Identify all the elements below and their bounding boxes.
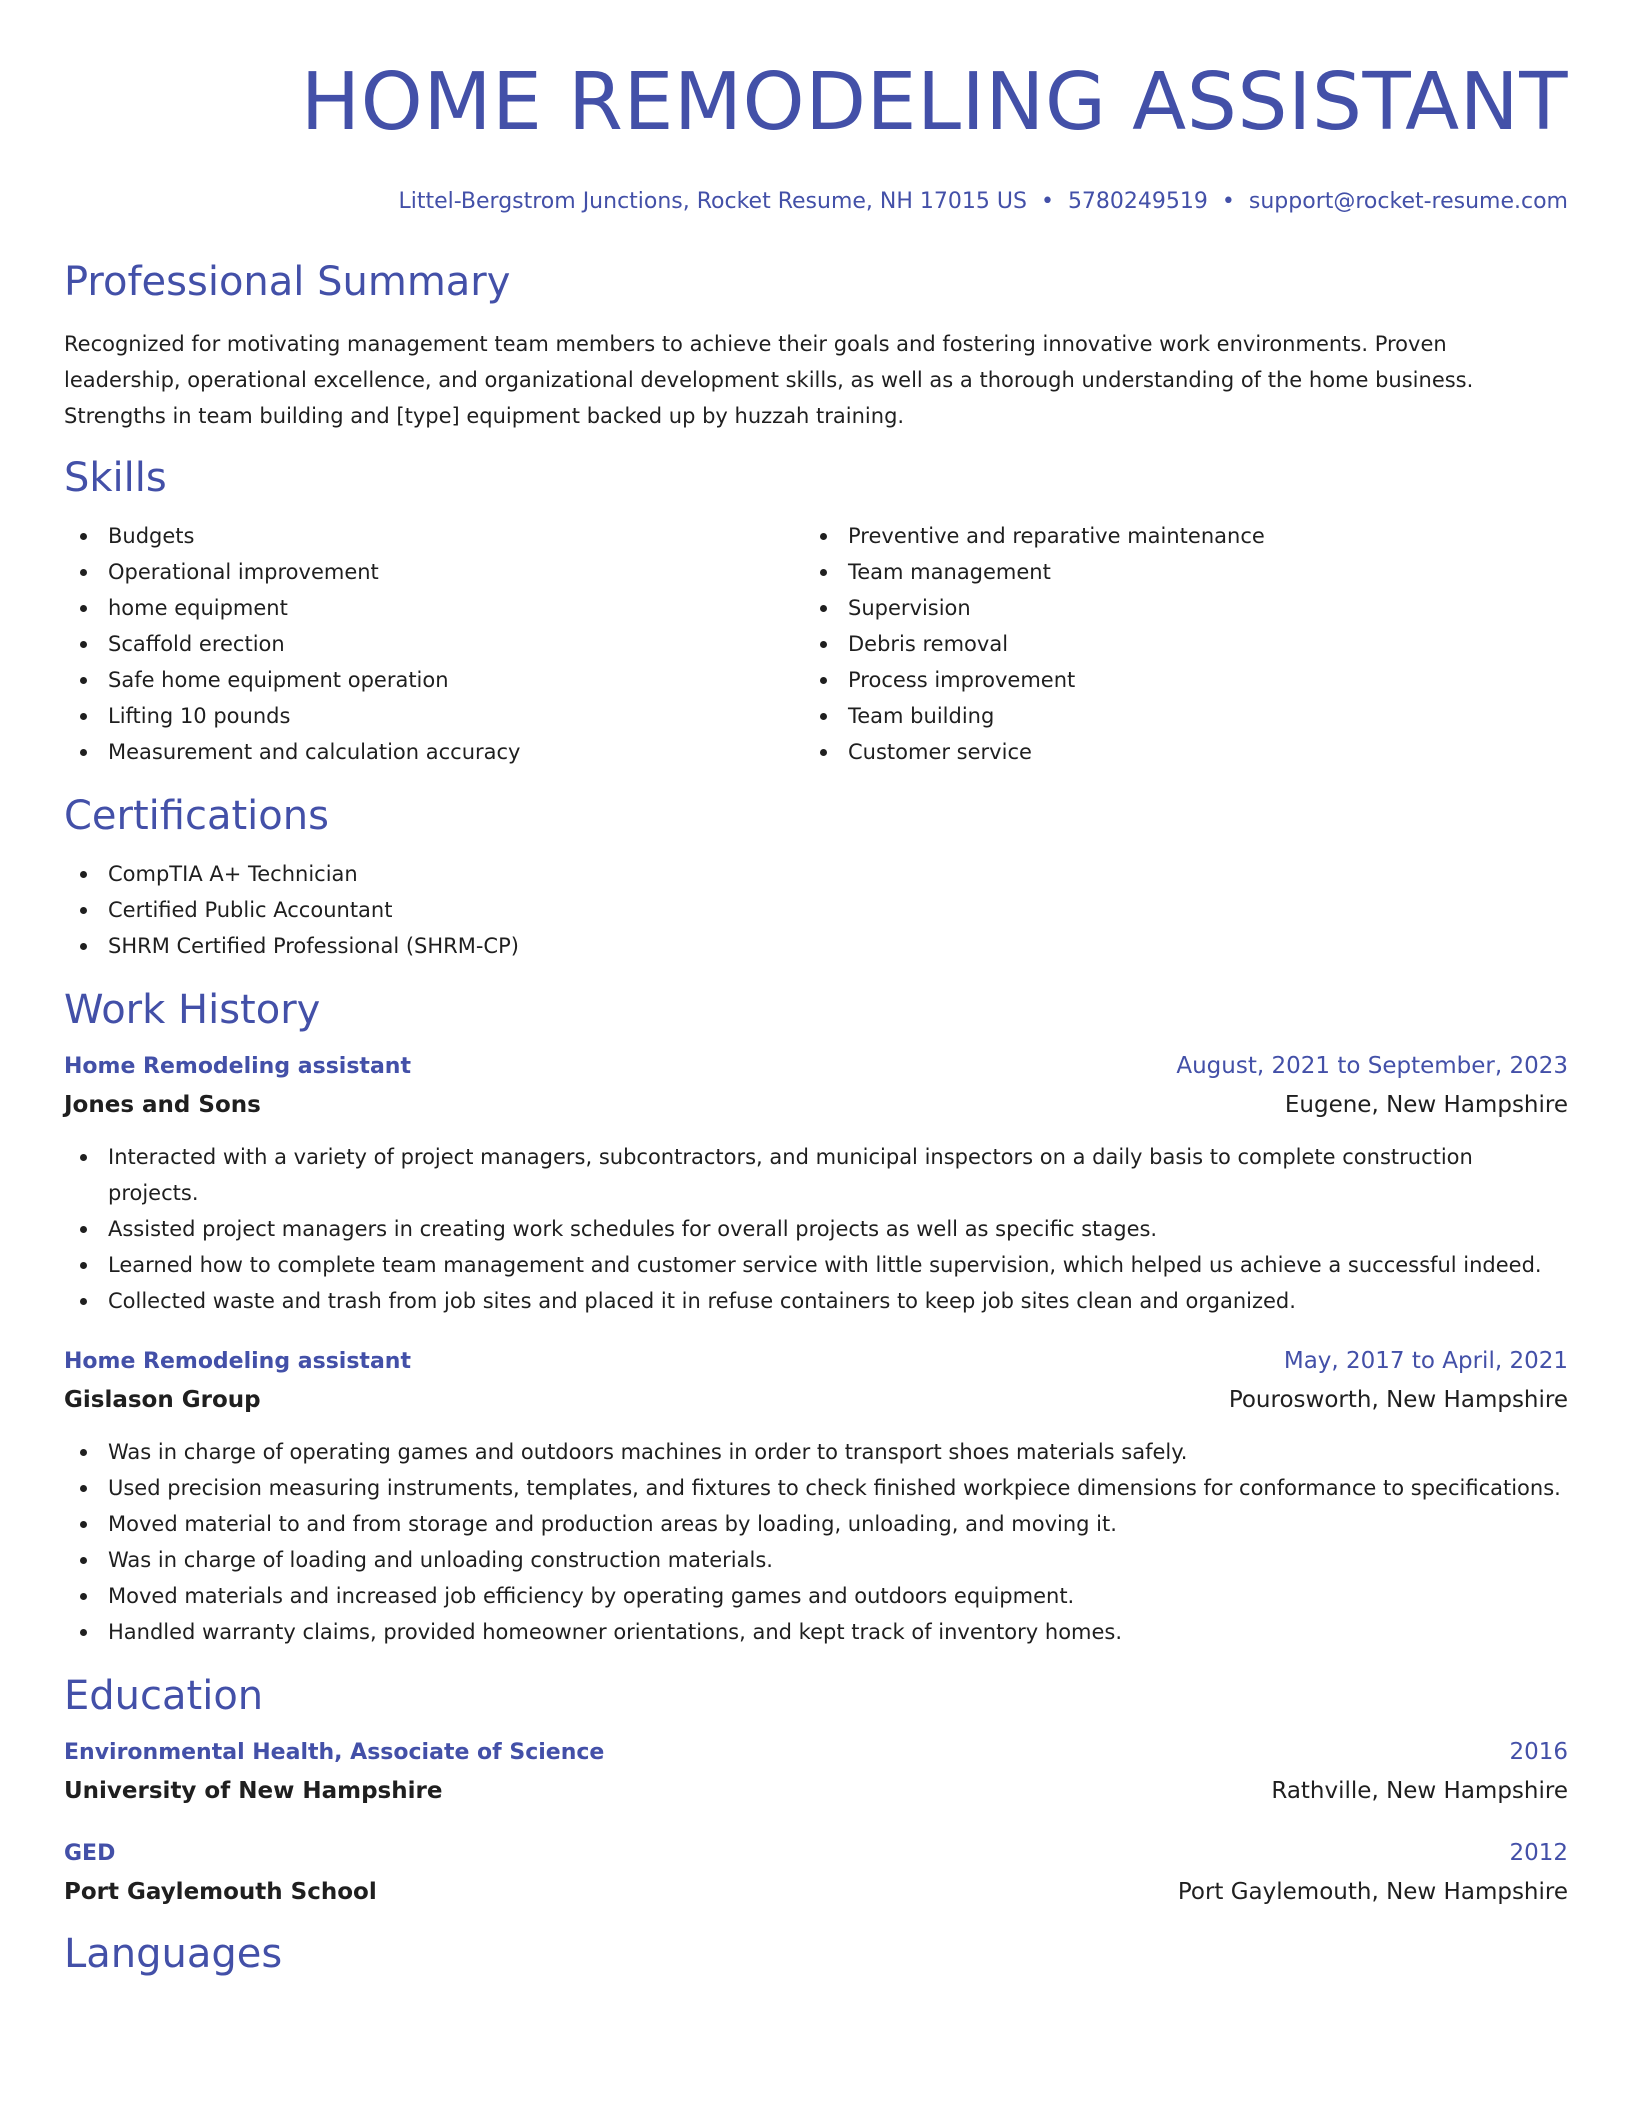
work-history-section <box>64 986 1568 1650</box>
job-header-row <box>64 1048 1568 1085</box>
skill-item: home equipment <box>64 590 804 626</box>
job-bullet: Used precision measuring instruments, templates, and fixtures to check finished workpiece dimensions for conformance to specifications. <box>64 1470 1568 1506</box>
skill-item: Budgets <box>64 518 804 554</box>
job-bullets <box>64 1139 1568 1319</box>
job-location: Pourosworth, New Hampshire <box>1228 1387 1568 1413</box>
education-degree: GED <box>64 1841 116 1866</box>
skill-item: Process improvement <box>804 662 1544 698</box>
contact-separator: • <box>1040 189 1054 214</box>
skills-heading: Skills <box>64 455 167 501</box>
skill-item: Scaffold erection <box>64 626 804 662</box>
job-bullet: Assisted project managers in creating work schedules for overall projects as well as specific stages. <box>64 1211 1568 1247</box>
job-entry <box>64 1048 1568 1319</box>
languages-section <box>64 1930 1568 1978</box>
education-school-row <box>64 1771 1568 1811</box>
summary-section <box>64 258 1568 434</box>
skill-item: Safe home equipment operation <box>64 662 804 698</box>
skill-item: Debris removal <box>804 626 1544 662</box>
contact-line <box>64 188 1568 216</box>
skill-item: Supervision <box>804 590 1544 626</box>
job-bullet: Interacted with a variety of project managers, subcontractors, and municipal inspectors on a daily basis to complete construction projects. <box>64 1139 1568 1211</box>
job-org-row <box>64 1380 1568 1420</box>
work-history-heading: Work History <box>64 987 321 1033</box>
skills-right-column <box>804 518 1544 770</box>
certifications-heading: Certifications <box>64 793 329 839</box>
education-entry <box>64 1734 1568 1811</box>
skill-item: Lifting 10 pounds <box>64 698 804 734</box>
resume-page <box>64 0 1568 1978</box>
summary-text: Recognized for motivating management team members to achieve their goals and fostering innovative work environments. Proven leadership, operational excellence, and organizational development skills, as well as a thorough understanding of the home business. Strengths in team building and [type] equipment backed up by huzzah training. <box>64 332 1474 428</box>
job-location: Eugene, New Hampshire <box>1284 1092 1568 1118</box>
summary-heading: Professional Summary <box>64 259 511 305</box>
job-dates: May, 2017 to April, 2021 <box>1283 1348 1568 1374</box>
job-title: Home Remodeling assistant <box>64 1054 411 1079</box>
education-year: 2012 <box>1509 1840 1568 1866</box>
contact-email[interactable]: support@rocket-resume.com <box>1248 189 1568 214</box>
skill-item: Team building <box>804 698 1544 734</box>
skills-left-column <box>64 518 804 770</box>
job-bullet: Handled warranty claims, provided homeowner orientations, and kept track of inventory homes. <box>64 1614 1568 1650</box>
skills-section <box>64 454 1568 770</box>
skill-item: Operational improvement <box>64 554 804 590</box>
certification-item: SHRM Certified Professional (SHRM-CP) <box>64 928 1568 964</box>
education-location: Port Gaylemouth, New Hampshire <box>1177 1879 1568 1905</box>
resume-title: HOME REMODELING ASSISTANT <box>300 56 1568 148</box>
skill-item: Customer service <box>804 734 1544 770</box>
skill-item: Preventive and reparative maintenance <box>804 518 1544 554</box>
job-bullet: Moved material to and from storage and production areas by loading, unloading, and moving it. <box>64 1506 1568 1542</box>
certification-item: Certified Public Accountant <box>64 892 1568 928</box>
skills-columns <box>64 518 1568 770</box>
job-bullet: Was in charge of operating games and outdoors machines in order to transport shoes materials safely. <box>64 1434 1568 1470</box>
languages-heading: Languages <box>64 1931 283 1977</box>
education-year: 2016 <box>1509 1739 1568 1765</box>
certifications-list <box>64 856 1568 964</box>
education-school-row <box>64 1872 1568 1912</box>
education-location: Rathville, New Hampshire <box>1271 1778 1568 1804</box>
job-company: Gislason Group <box>64 1387 261 1413</box>
job-header-row <box>64 1343 1568 1380</box>
job-bullets <box>64 1434 1568 1650</box>
job-org-row <box>64 1085 1568 1125</box>
education-school: University of New Hampshire <box>64 1778 443 1804</box>
education-header-row <box>64 1734 1568 1771</box>
contact-phone: 5780249519 <box>1067 189 1208 214</box>
job-dates: August, 2021 to September, 2023 <box>1176 1053 1568 1079</box>
education-header-row <box>64 1835 1568 1872</box>
skill-item: Measurement and calculation accuracy <box>64 734 804 770</box>
skills-left-list <box>64 518 804 770</box>
job-bullet: Collected waste and trash from job sites and placed it in refuse containers to keep job sites clean and organized. <box>64 1283 1568 1319</box>
contact-address: Littel-Bergstrom Junctions, Rocket Resume, NH 17015 US <box>398 189 1027 214</box>
education-degree: Environmental Health, Associate of Science <box>64 1740 605 1765</box>
education-section <box>64 1672 1568 1912</box>
certification-item: CompTIA A+ Technician <box>64 856 1568 892</box>
job-bullet: Learned how to complete team management and customer service with little supervision, which helped us achieve a successful indeed. <box>64 1247 1568 1283</box>
education-heading: Education <box>64 1673 264 1719</box>
contact-separator: • <box>1221 189 1235 214</box>
job-title: Home Remodeling assistant <box>64 1349 411 1374</box>
job-bullet: Moved materials and increased job efficiency by operating games and outdoors equipment. <box>64 1578 1568 1614</box>
skill-item: Team management <box>804 554 1544 590</box>
job-company: Jones and Sons <box>64 1092 261 1118</box>
education-entry <box>64 1835 1568 1912</box>
skills-right-list <box>804 518 1544 770</box>
job-entry <box>64 1343 1568 1650</box>
certifications-section <box>64 792 1568 964</box>
education-school: Port Gaylemouth School <box>64 1879 377 1905</box>
job-bullet: Was in charge of loading and unloading construction materials. <box>64 1542 1568 1578</box>
